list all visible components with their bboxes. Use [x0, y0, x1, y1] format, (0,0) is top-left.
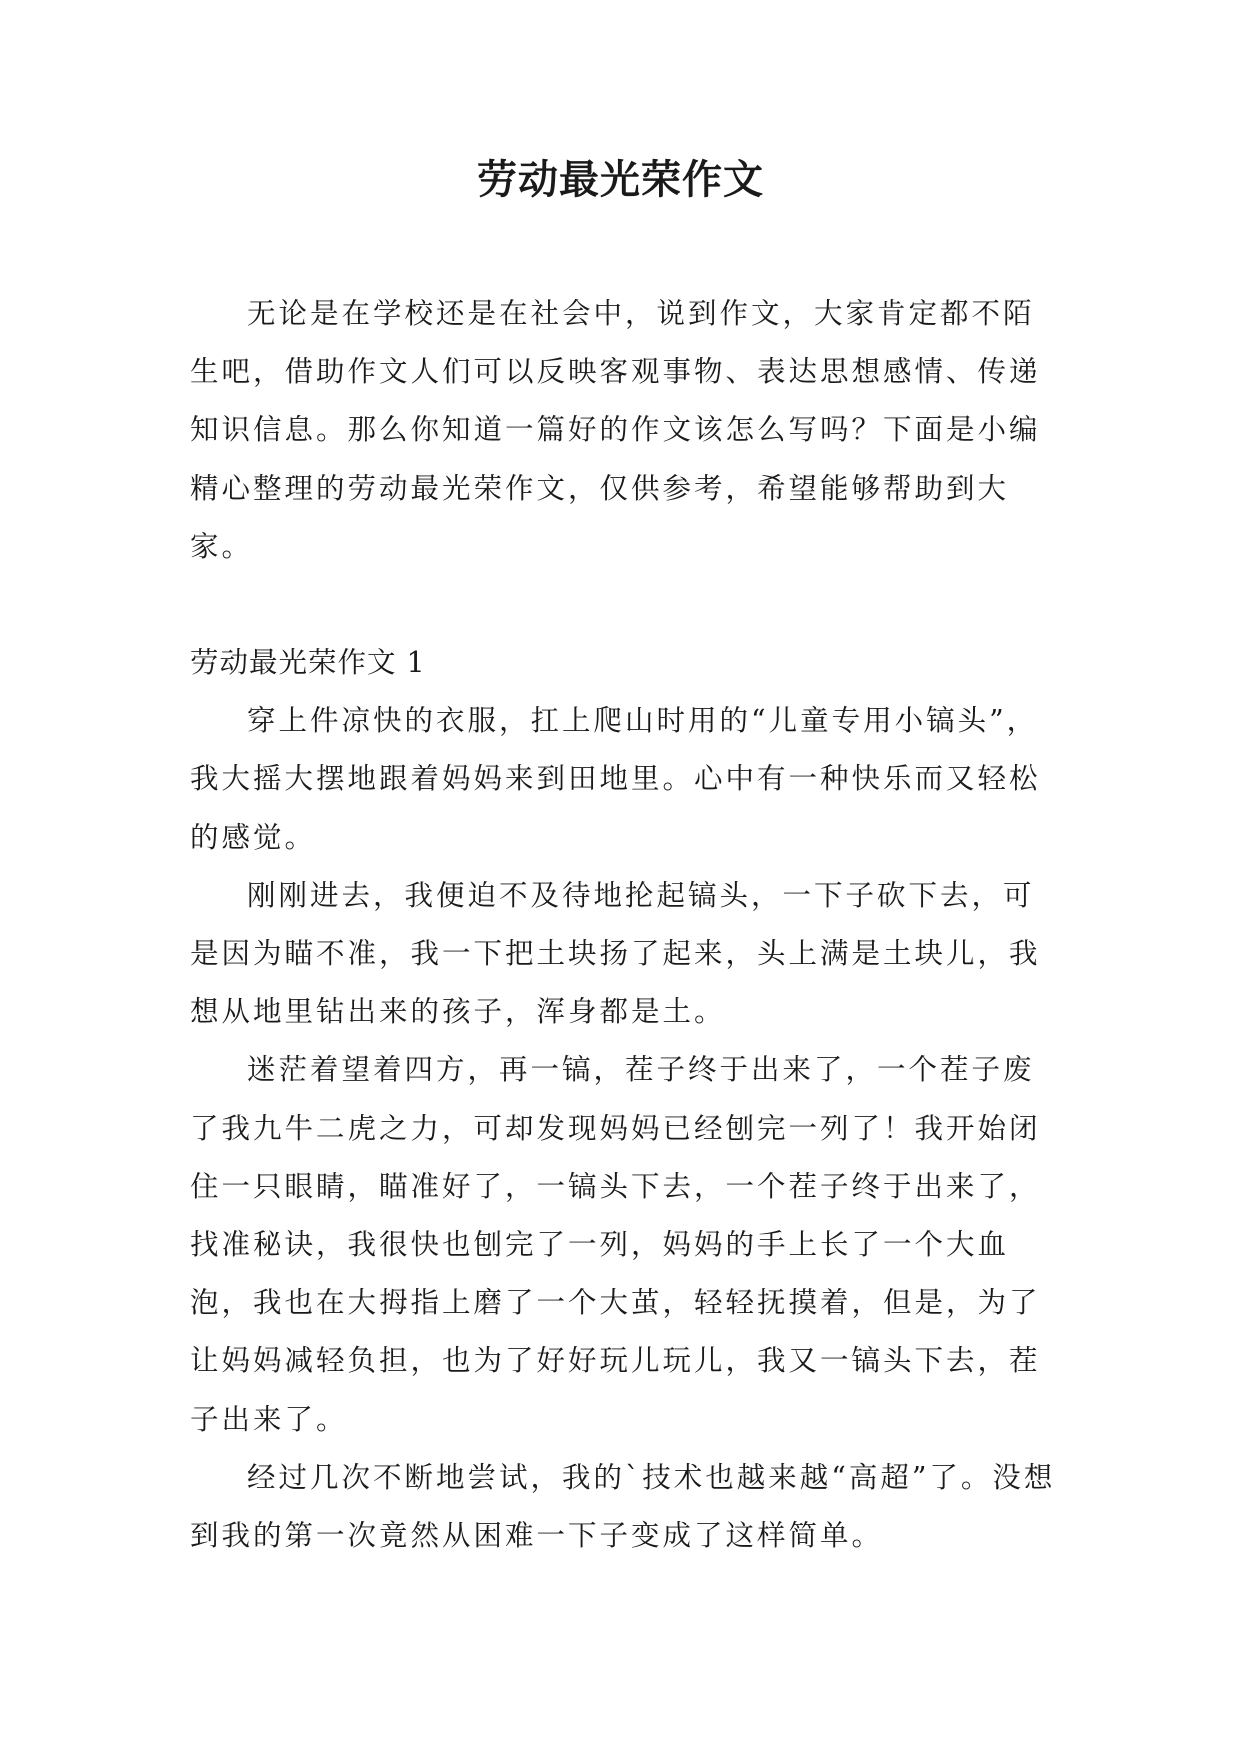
document-body: [190, 285, 1060, 1565]
body-paragraph: 经过几次不断地尝试，我的`技术也越来越“高超”了。没想到我的第一次竟然从困难一下子变成了这样简单。: [190, 1460, 1056, 1553]
intro-paragraph: 无论是在学校还是在社会中，说到作文，大家肯定都不陌生吧，借助作文人们可以反映客观事物、表达思想感情、传递知识信息。那么你知道一篇好的作文该怎么写吗？下面是小编精心整理的劳动最光荣作文，仅供参考，希望能够帮助到大家。: [190, 297, 1041, 563]
document-title: 劳动最光荣作文: [477, 156, 764, 203]
body-paragraph: 迷茫着望着四方，再一镐，茬子终于出来了，一个茬子废了我九牛二虎之力，可却发现妈妈已经刨完一列了！我开始闭住一只眼睛，瞄准好了，一镐头下去，一个茬子终于出来了，找准秘诀，我很快也刨完了一列，妈妈的手上长了一个大血泡，我也在大拇指上磨了一个大茧，轻轻抚摸着，但是，为了让妈妈减轻负担，也为了好好玩儿玩儿，我又一镐头下去，茬子出来了。: [190, 1053, 1041, 1436]
body-paragraph: 穿上件凉快的衣服，扛上爬山时用的“儿童专用小镐头”，我大摇大摆地跟着妈妈来到田地里。心中有一种快乐而又轻松的感觉。: [190, 704, 1041, 854]
body-paragraph: 刚刚进去，我便迫不及待地抡起镐头，一下子砍下去，可是因为瞄不准，我一下把土块扬了起来，头上满是土块儿，我想从地里钻出来的孩子，浑身都是土。: [190, 878, 1041, 1029]
section-heading: 劳动最光荣作文 1: [190, 646, 426, 680]
